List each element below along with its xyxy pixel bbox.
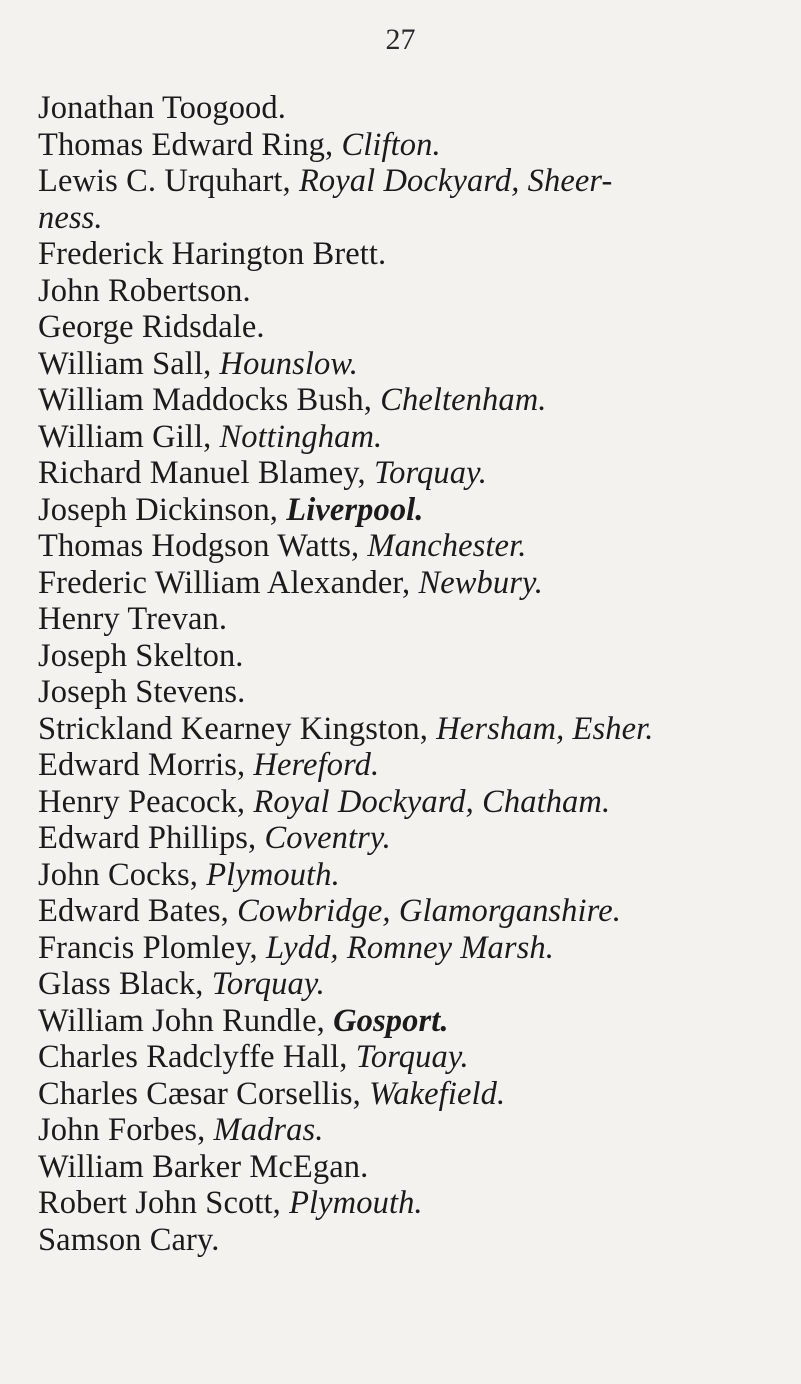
entry-place: Hersham, Esher. [436, 710, 654, 747]
list-item [38, 1112, 798, 1149]
list-item [38, 1149, 798, 1186]
list-item [38, 674, 798, 711]
entry-name: Joseph Dickinson, [38, 491, 287, 528]
entry-name: Thomas Hodgson Watts, [38, 528, 368, 564]
list-item [38, 382, 798, 419]
entry-place: Torquay. [355, 1039, 469, 1075]
entry-name: William John Rundle, [38, 1002, 334, 1039]
entry-name: Henry Peacock, [38, 783, 254, 820]
entry-place: Plymouth. [289, 1185, 423, 1221]
entry-place: Newbury. [418, 564, 543, 601]
page-number: 27 [385, 23, 416, 56]
list-item [38, 127, 798, 164]
entry-name: Joseph Stevens. [38, 674, 246, 710]
entry-place: Nottingham. [219, 418, 383, 455]
entry-place: Clifton. [341, 126, 441, 163]
entry-name: John Robertson. [38, 272, 251, 309]
entry-name: William Barker McEgan. [38, 1148, 369, 1185]
list-item [38, 966, 798, 1003]
entry-name: Richard Manuel Blamey, [38, 455, 374, 491]
entry-name: William Sall, [38, 345, 220, 382]
list-item [38, 565, 798, 602]
entry-place: Torquay. [373, 455, 488, 491]
entry-name: John Cocks, [38, 856, 207, 893]
list-item [38, 455, 798, 492]
entry-place: Cheltenham. [380, 382, 547, 418]
entry-place: Madras. [213, 1112, 324, 1148]
list-item [38, 346, 798, 383]
list-item [38, 601, 798, 638]
entry-place: Gosport. [333, 1002, 449, 1039]
subscriber-list [38, 90, 798, 1258]
entry-name: Edward Phillips, [38, 820, 265, 856]
list-item [38, 893, 798, 930]
list-item [38, 163, 798, 200]
entry-name: Frederic William Alexander, [38, 564, 419, 601]
list-item [38, 419, 798, 456]
entry-place: Hounslow. [219, 345, 358, 382]
entry-place: Liverpool. [286, 491, 424, 528]
entry-name: William Gill, [38, 418, 220, 455]
entry-name: John Forbes, [38, 1112, 214, 1148]
list-item [38, 638, 798, 675]
list-item [38, 747, 798, 784]
list-item [38, 528, 798, 565]
list-item [38, 1185, 798, 1222]
list-item [38, 857, 798, 894]
entry-name: Edward Bates, [38, 893, 238, 929]
entry-place: Torquay. [211, 966, 325, 1002]
list-item [38, 1222, 798, 1259]
entry-name: Strickland Kearney Kingston, [38, 710, 437, 747]
list-item [38, 236, 798, 273]
list-item [38, 820, 798, 857]
entry-place: Hereford. [253, 747, 380, 783]
entry-name: Robert John Scott, [38, 1185, 290, 1221]
entry-name: Joseph Skelton. [38, 637, 244, 674]
list-item [38, 90, 798, 127]
list-item [38, 930, 798, 967]
entry-name: Charles Radclyffe Hall, [38, 1039, 356, 1075]
entry-place: Royal Dockyard, Sheer- [298, 163, 613, 199]
entry-name: Francis Plomley, [38, 929, 266, 966]
entry-place: Coventry. [264, 820, 391, 856]
list-item [38, 1003, 798, 1040]
entry-place: Lydd, Romney Marsh. [265, 929, 554, 966]
entry-place: Manchester. [367, 528, 527, 564]
list-item [38, 1039, 798, 1076]
entry-place: Plymouth. [206, 856, 340, 893]
entry-name: Glass Black, [38, 966, 212, 1002]
entry-name: Edward Morris, [38, 747, 254, 783]
entry-place: Cowbridge, Glamorganshire. [237, 893, 621, 929]
entry-name: George Ridsdale. [38, 309, 265, 345]
entry-name: Thomas Edward Ring, [38, 126, 342, 163]
list-item [38, 784, 798, 821]
entry-place: Royal Dockyard, Chatham. [253, 783, 611, 820]
list-item [38, 309, 798, 346]
entry-name: William Maddocks Bush, [38, 382, 381, 418]
entry-name: Samson Cary. [38, 1221, 220, 1258]
entry-name: Jonathan Toogood. [38, 90, 286, 126]
list-item [38, 711, 798, 748]
entry-name: Henry Trevan. [38, 601, 228, 637]
entry-name: Lewis C. Urquhart, [38, 163, 299, 199]
list-item [38, 1076, 798, 1113]
entry-name: Frederick Harington Brett. [38, 236, 387, 272]
entry-place: Wakefield. [369, 1075, 506, 1112]
list-item [38, 492, 798, 529]
list-item [38, 200, 798, 237]
list-item [38, 273, 798, 310]
entry-name: Charles Cæsar Corsellis, [38, 1075, 370, 1112]
entry-place: ness. [38, 199, 103, 236]
